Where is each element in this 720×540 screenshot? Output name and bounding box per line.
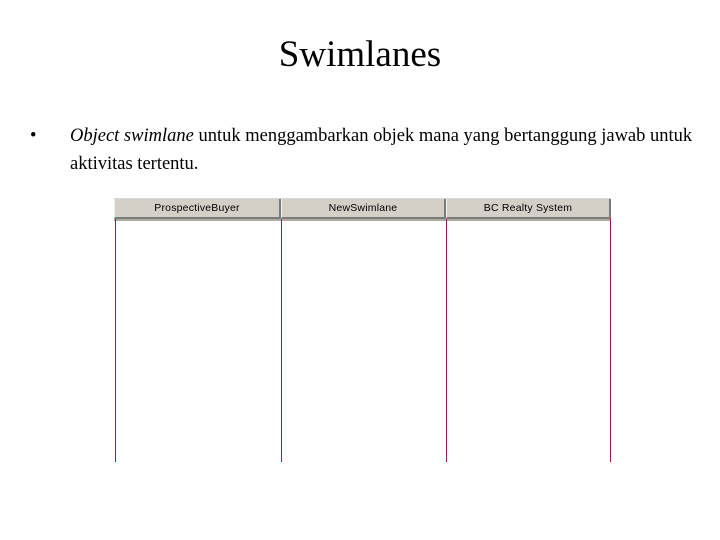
lane-header-prospective-buyer[interactable]: ProspectiveBuyer bbox=[114, 199, 281, 219]
lane-divider-right bbox=[610, 219, 611, 462]
bullet-text bbox=[70, 122, 700, 178]
bullet-mark: • bbox=[30, 126, 37, 146]
bullet-description: untuk menggambarkan objek mana yang bertanggung jawab untuk aktivitas tertentu. bbox=[70, 126, 693, 174]
lane-header-row bbox=[114, 198, 611, 221]
bullet-term: Object swimlane bbox=[70, 126, 194, 146]
bullet-item bbox=[30, 122, 700, 178]
slide-title: Swimlanes bbox=[278, 34, 442, 75]
lane-divider-2 bbox=[446, 219, 447, 462]
lane-header-new-swimlane[interactable]: NewSwimlane bbox=[281, 199, 446, 219]
lane-header-bc-realty-system[interactable]: BC Realty System bbox=[446, 199, 611, 219]
lane-divider-left bbox=[115, 219, 116, 462]
lane-body-top-border bbox=[114, 219, 611, 221]
lane-divider-1 bbox=[281, 219, 282, 462]
swimlane-diagram bbox=[114, 198, 611, 462]
